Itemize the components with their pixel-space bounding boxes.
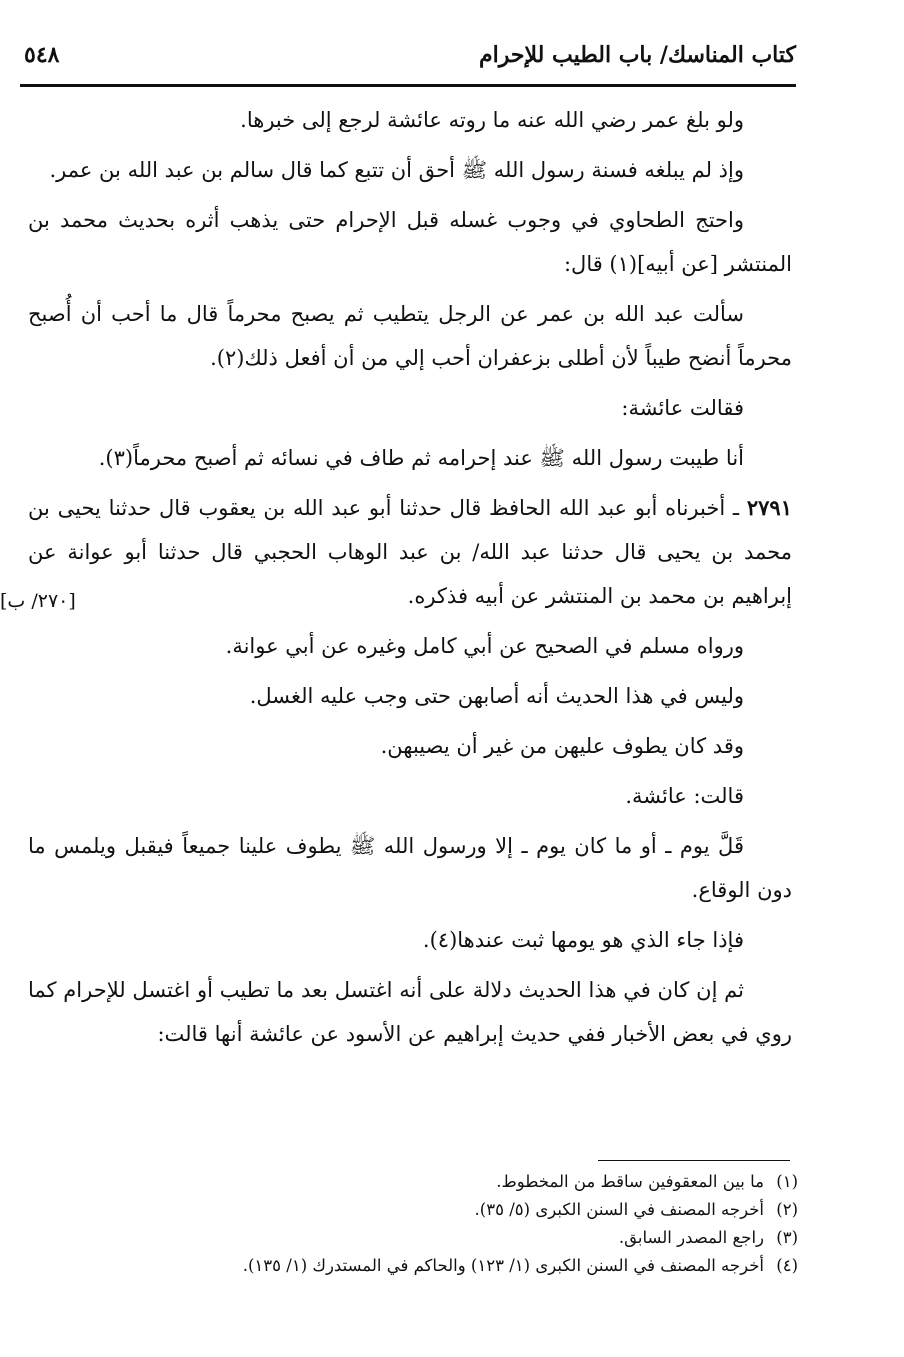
page-header	[20, 40, 796, 80]
footnote	[28, 1196, 798, 1224]
main-text	[28, 98, 792, 1062]
paragraph: سألت عبد الله بن عمر عن الرجل يتطيب ثم يصبح محرماً قال ما أحب أن أُصبح محرماً أنضح طيباً لأن أطلى بزعفران أحب إلي من أن أفعل ذلك(٢).	[28, 302, 792, 370]
margin-folio-note: [٢٧٠/ ب]	[0, 590, 76, 612]
paragraph: أنا طيبت رسول الله ﷺ عند إحرامه ثم طاف في نسائه ثم أصبح محرماً(٣).	[98, 446, 744, 470]
paragraph: واحتج الطحاوي في وجوب غسله قبل الإحرام حتى يذهب أثره بحديث محمد بن المنتشر [عن أبيه](١) قال:	[28, 208, 792, 276]
paragraph: وليس في هذا الحديث أنه أصابهن حتى وجب عليه الغسل.	[249, 684, 744, 708]
footnote-text: أخرجه المصنف في السنن الكبرى (١/ ١٢٣) والحاكم في المستدرك (١/ ١٣٥).	[242, 1256, 764, 1275]
header-rule	[20, 84, 796, 87]
footnote-number: (٤)	[776, 1256, 798, 1275]
footnote	[28, 1168, 798, 1196]
footnote-number: (٣)	[776, 1228, 798, 1247]
running-title: كتاب المناسك/ باب الطيب للإحرام	[479, 42, 796, 68]
paragraph: فإذا جاء الذي هو يومها ثبت عندها(٤).	[422, 928, 744, 952]
footnotes	[28, 1168, 798, 1280]
hadith-paragraph: ٢٧٩١ ـ أخبرناه أبو عبد الله الحافظ قال حدثنا أبو عبد الله بن يعقوب قال حدثنا يحيى بن محمد بن يحيى قال حدثنا عبد الله/ بن عبد الوهاب الحجبي قال حدثنا أبو عوانة عن إبراهيم بن محمد بن المنتشر عن أبيه فذكره.	[28, 495, 792, 608]
footnote-separator	[598, 1160, 790, 1161]
footnote-number: (٢)	[776, 1200, 798, 1219]
footnote	[28, 1224, 798, 1252]
paragraph: ولو بلغ عمر رضي الله عنه ما روته عائشة لرجع إلى خبرها.	[240, 108, 744, 132]
hadith-number: ٢٧٩١	[746, 495, 792, 520]
footnote-text: أخرجه المصنف في السنن الكبرى (٥/ ٣٥).	[474, 1200, 764, 1219]
paragraph: وقد كان يطوف عليهن من غير أن يصيبهن.	[380, 734, 744, 758]
footnote-number: (١)	[776, 1172, 798, 1191]
footnote-text: راجع المصدر السابق.	[618, 1228, 764, 1247]
footnote	[28, 1252, 798, 1280]
hadith-text: أخبرناه أبو عبد الله الحافظ قال حدثنا أبو عبد الله بن يعقوب قال حدثنا يحيى بن محمد بن يحيى قال حدثنا عبد الله/ بن عبد الوهاب الحجبي قال حدثنا أبو عوانة عن إبراهيم بن محمد بن المنتشر عن أبيه فذكره.	[28, 496, 792, 608]
paragraph: ثم إن كان في هذا الحديث دلالة على أنه اغتسل بعد ما تطيب أو اغتسل للإحرام كما روي في بعض الأخبار ففي حديث إبراهيم عن الأسود عن عائشة أنها قالت:	[28, 978, 792, 1046]
paragraph: وإذ لم يبلغه فسنة رسول الله ﷺ أحق أن تتبع كما قال سالم بن عبد الله بن عمر.	[49, 158, 744, 182]
paragraph: قالت: عائشة.	[625, 784, 744, 808]
paragraph: فقالت عائشة:	[621, 396, 744, 420]
footnote-text: ما بين المعقوفين ساقط من المخطوط.	[496, 1172, 764, 1191]
page-number: ٥٤٨	[24, 42, 60, 68]
paragraph: ورواه مسلم في الصحيح عن أبي كامل وغيره عن أبي عوانة.	[225, 634, 744, 658]
paragraph: قَلَّ يوم ـ أو ما كان يوم ـ إلا ورسول الله ﷺ يطوف علينا جميعاً فيقبل ويلمس ما دون الوقاع.	[28, 834, 792, 902]
